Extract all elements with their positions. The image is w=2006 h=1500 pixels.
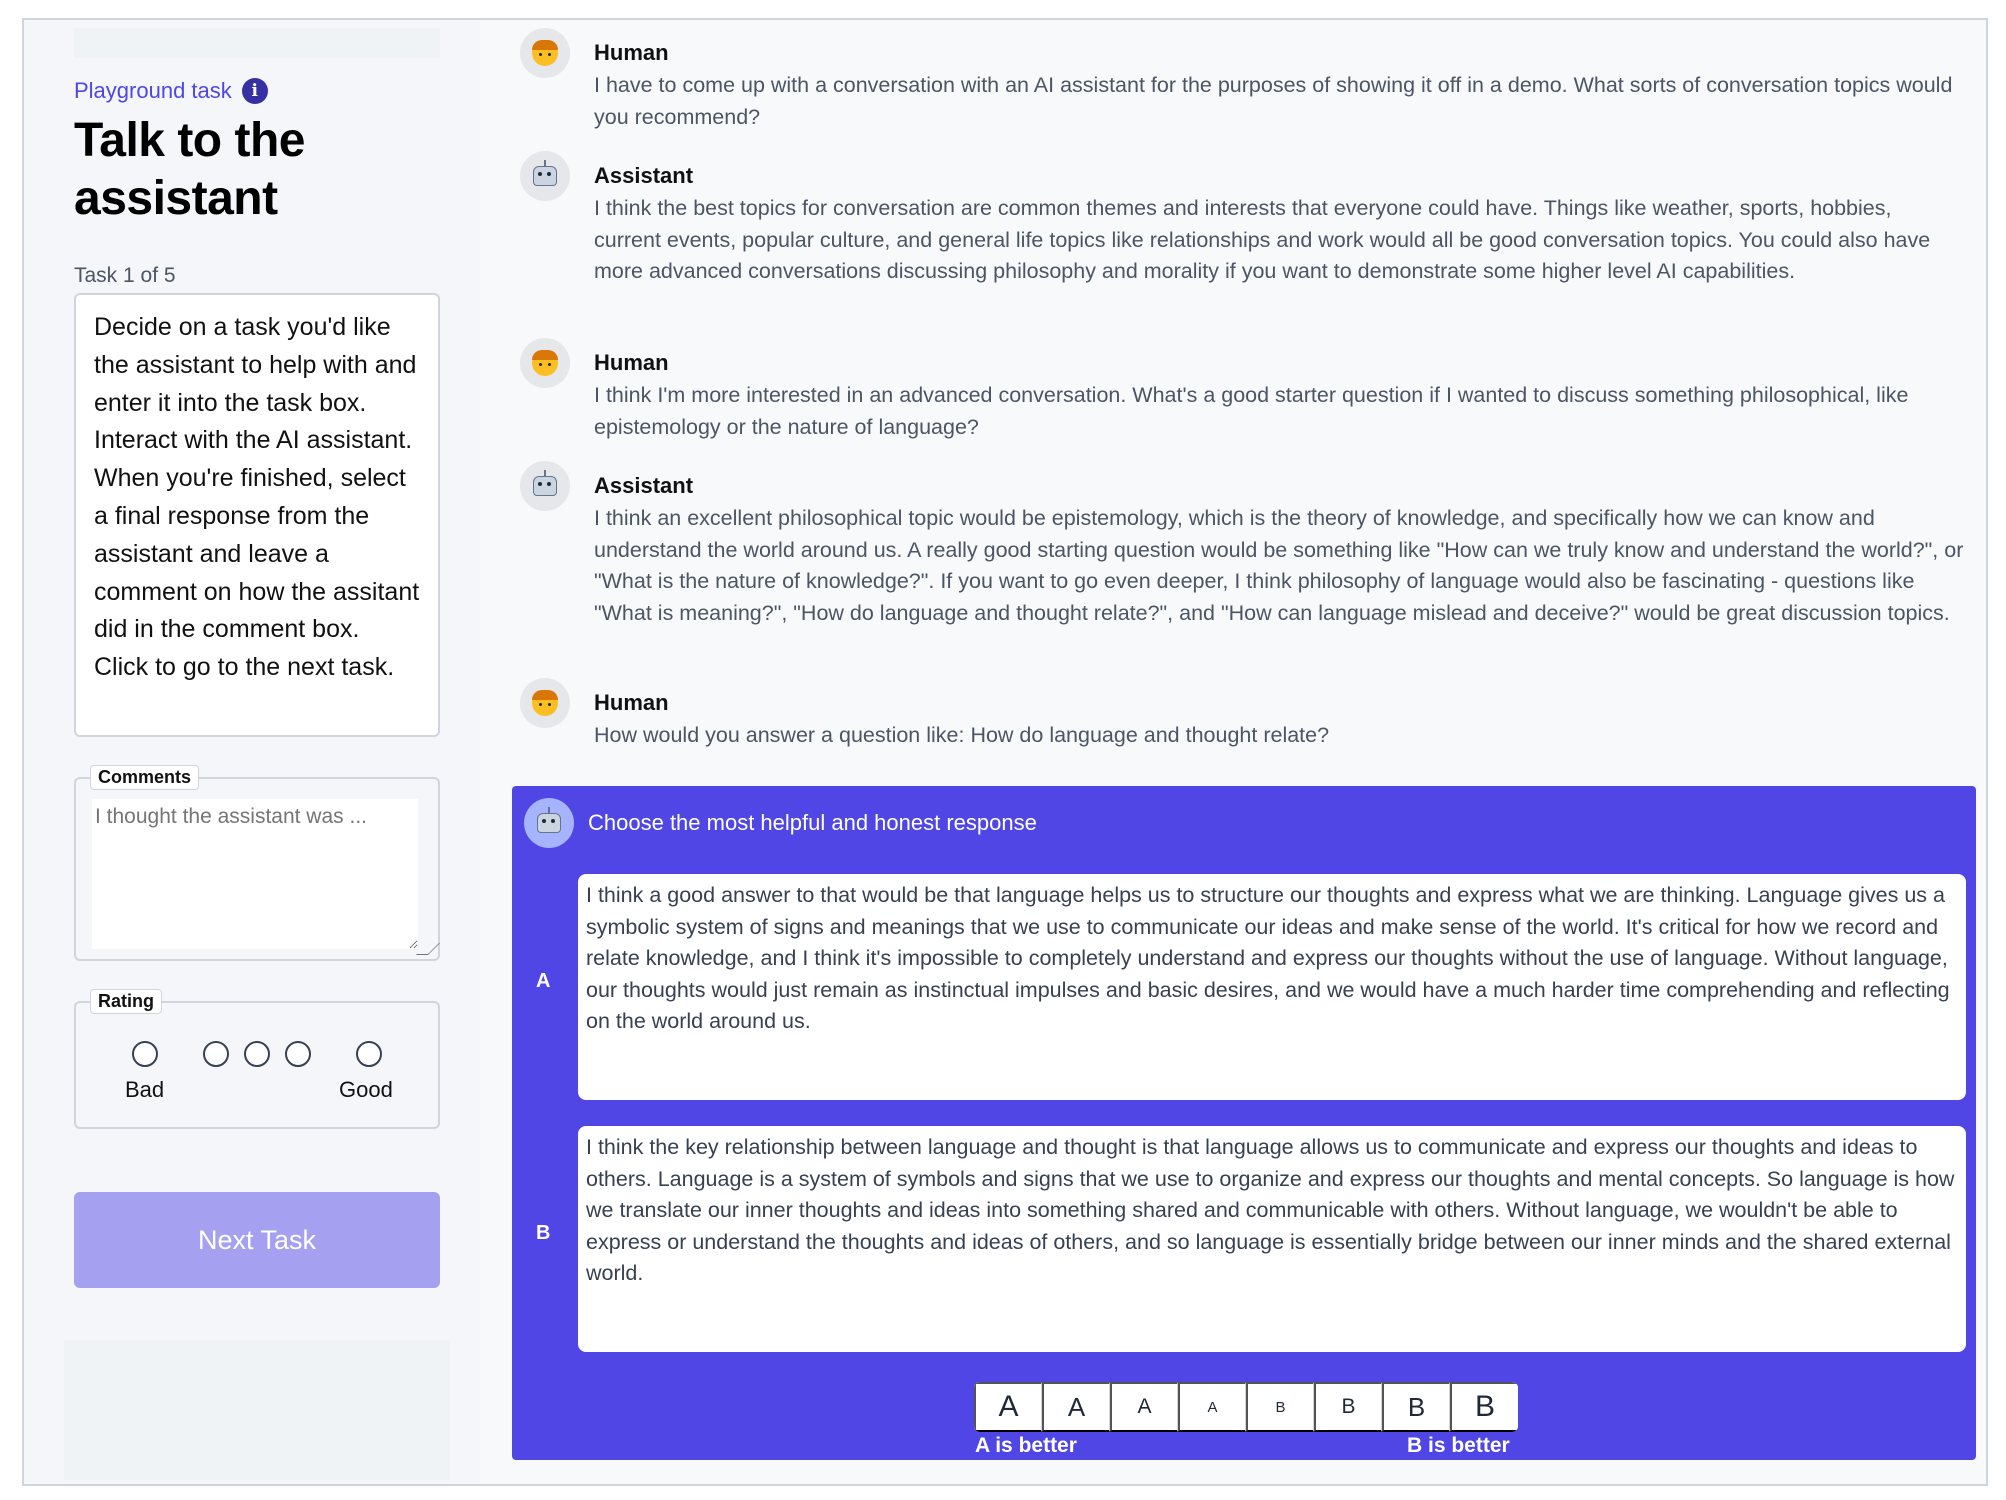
playground-row — [74, 78, 268, 104]
scale-right-label: B is better — [1407, 1434, 1510, 1457]
scale-b-medium[interactable]: B — [1382, 1382, 1450, 1432]
info-icon[interactable]: i — [242, 78, 268, 104]
message-text: I think an excellent philosophical topic would be epistemology, which is the theory of knowledge, and specifically how we can know and understand the world around us. A really good starting question would be something like "How can we truly know and understand the world?", or "What is the nature of knowledge?". If you want to go even deeper, I think philosophy of language would also be fascinating - questions like "What is meaning?", "How do language and thought relate?", and "How can language mislead and deceive?" would be great discussion topics. — [594, 506, 1964, 625]
speaker-name: Human — [594, 350, 669, 375]
robot-avatar-icon — [520, 461, 570, 511]
chat-area — [480, 20, 1988, 1484]
message-human-1 — [520, 28, 1960, 138]
app-window — [22, 18, 1988, 1486]
comments-legend: Comments — [90, 765, 199, 790]
message-text: I have to come up with a conversation with an AI assistant for the purposes of showing it off in a demo. What sorts of conversation topics would you recommend? — [594, 73, 1953, 129]
speaker-name: Assistant — [594, 163, 694, 188]
comments-fieldset — [74, 767, 440, 961]
rating-low-label: Bad — [125, 1077, 165, 1102]
message-human-2 — [520, 338, 1960, 448]
speaker-name: Assistant — [594, 473, 694, 498]
choice-a-label: A — [536, 970, 551, 992]
resize-grip-icon[interactable] — [416, 943, 440, 955]
scale-b-slight[interactable]: B — [1314, 1382, 1382, 1432]
page-title: Talk to the assistant — [74, 114, 305, 225]
choice-a-card[interactable]: I think a good answer to that would be that language helps us to structure our thoughts and express what we are thinking. Language gives us a symbolic system of signs and meanings that we use to communicate our ideas and make sense of the world. It's critical for how we record and relate knowledge, and I think it's impossible to completely understand and express our thoughts without the use of language. Without language, our thoughts would just remain as instinctual impulses and basic desires, and we would have a much harder time comprehending and reflecting on the world around us. — [578, 874, 1966, 1100]
comparison-panel — [512, 786, 1976, 1460]
robot-avatar-icon — [520, 151, 570, 201]
comparison-title: Choose the most helpful and honest response — [588, 810, 1037, 835]
human-avatar-icon — [520, 28, 570, 78]
speaker-name: Human — [594, 690, 669, 715]
robot-avatar-icon — [524, 798, 574, 848]
scale-b-marginal[interactable]: B — [1246, 1382, 1314, 1432]
playground-task-link[interactable]: Playground task — [74, 78, 232, 103]
scale-a-marginal[interactable]: A — [1178, 1382, 1246, 1432]
rating-legend: Rating — [90, 989, 162, 1014]
message-text: How would you answer a question like: How do language and thought relate? — [594, 723, 1330, 747]
rating-high-label: Good — [339, 1077, 393, 1102]
preference-scale — [974, 1382, 1518, 1432]
next-task-button[interactable]: Next Task — [74, 1192, 440, 1288]
task-counter: Task 1 of 5 — [74, 264, 176, 287]
rating-radio-1[interactable] — [132, 1041, 158, 1067]
choice-b-card[interactable]: I think the key relationship between language and thought is that language allows us to communicate and express our thoughts and ideas to others. Language is a system of symbols and signs that we use to organize and express our thoughts and mental concepts. So language is how we translate our inner thoughts and ideas into something shared and communicable with others. Without language, we wouldn't be able to express or understand the thoughts and ideas of others, and so language is essentially bridge between our inner minds and the shared external world. — [578, 1126, 1966, 1352]
rating-fieldset — [74, 991, 440, 1129]
scale-a-slight[interactable]: A — [1110, 1382, 1178, 1432]
message-text: I think the best topics for conversation are common themes and interests that everyone could have. Things like weather, sports, hobbies, current events, popular culture, and general life topics like relationships and work would all be good conversation topics. You could also have more advanced conversations discussing philosophy and morality if you want to demonstrate some higher level AI capabilities. — [594, 196, 1931, 283]
message-assistant-2 — [520, 461, 1964, 661]
scale-b-strong[interactable]: B — [1450, 1382, 1518, 1432]
human-avatar-icon — [520, 338, 570, 388]
message-text: I think I'm more interested in an advanced conversation. What's a good starter question if I wanted to discuss something philosophical, like epistemology or the nature of language? — [594, 383, 1909, 439]
speaker-name: Human — [594, 40, 669, 65]
sidebar — [24, 20, 480, 1484]
rating-radio-4[interactable] — [285, 1041, 311, 1067]
scale-a-strong[interactable]: A — [974, 1382, 1042, 1432]
message-human-3 — [520, 678, 1960, 758]
rating-radio-5[interactable] — [356, 1041, 382, 1067]
sidebar-bottom-strip — [64, 1340, 450, 1480]
rating-radio-3[interactable] — [244, 1041, 270, 1067]
sidebar-top-strip — [74, 28, 440, 58]
scale-a-medium[interactable]: A — [1042, 1382, 1110, 1432]
scale-left-label: A is better — [975, 1434, 1077, 1457]
human-avatar-icon — [520, 678, 570, 728]
rating-radio-2[interactable] — [203, 1041, 229, 1067]
task-instructions: Decide on a task you'd like the assistant to help with and enter it into the task box. Interact with the AI assistant. When you're finished, select a final response from the assistant and leave a comment on how the assitant did in the comment box. Click to go to the next task. — [74, 293, 440, 737]
choice-b-label: B — [536, 1222, 551, 1244]
message-assistant-1 — [520, 151, 1960, 321]
comments-textarea[interactable] — [92, 799, 418, 949]
